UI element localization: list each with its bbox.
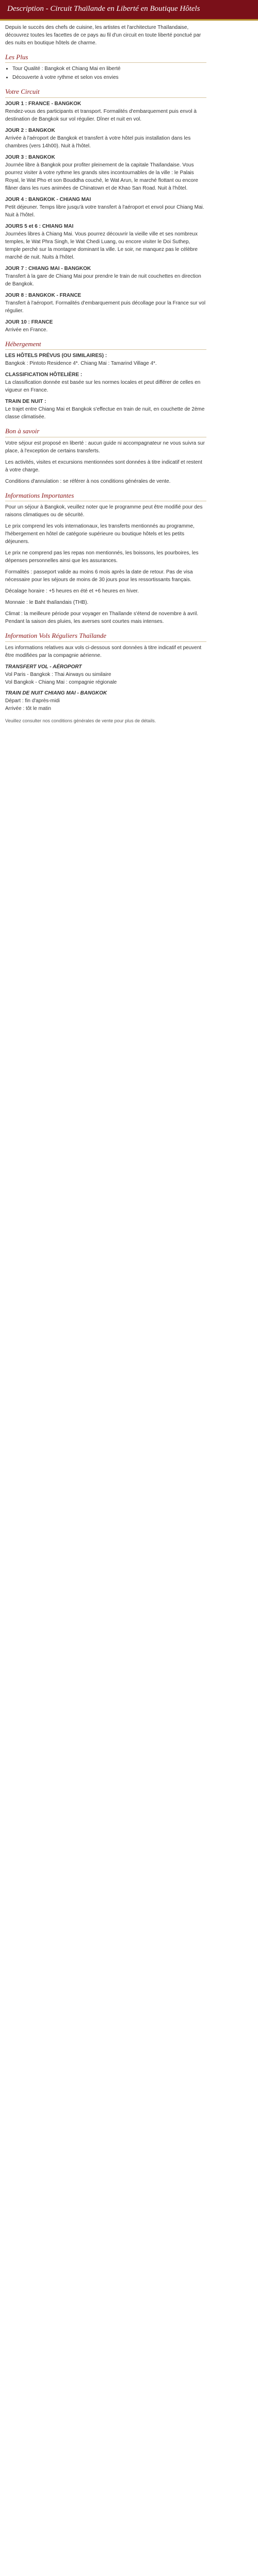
day-text: Arrivée en France. (5, 327, 48, 333)
transport-block (5, 689, 206, 713)
paragraph: Votre séjour est proposé en liberté : aucun guide ni accompagnateur ne vous suivra sur place, à l'exception de certains transferts. (5, 440, 205, 454)
paragraph: Décalage horaire : +5 heures en été et +6 heures en hiver. (5, 588, 139, 595)
day-text: Journée libre à Bangkok pour profiter pleinement de la capitale Thaïlandaise. Vous pourrez visiter à votre rythme les grands sites incontournables de la ville : le Palais Royal, le Wat Pho et son Bouddha couché, le Wat Arun, le marché flottant ou encore flâner dans les rues animées de Chinatown et de Khao San Road. Nuit à l'hôtel. (5, 162, 198, 191)
day-block (5, 127, 206, 150)
day-label: JOUR 2 : BANGKOK (5, 127, 55, 133)
transport-head: TRANSFERT VOL - AÉROPORT (5, 664, 82, 670)
paragraph: Le prix ne comprend pas les repas non mentionnés, les boissons, les pourboires, les dépenses personnelles ainsi que les assurances. (5, 550, 199, 564)
paragraph: Formalités : passeport valide au moins 6 mois après la date de retour. Pas de visa nécessaire pour les séjours de moins de 30 jours pour les ressortissants français. (5, 569, 193, 583)
day-label: JOUR 1 : FRANCE - BANGKOK (5, 100, 82, 107)
section-bon-a-savoir: Bon à savoir (5, 426, 206, 437)
day-text: Petit déjeuner. Temps libre jusqu'à votre transfert à l'aéroport et envol pour Chiang Mai. Nuit à l'hôtel. (5, 204, 204, 218)
page (0, 0, 258, 738)
transport-line: Arrivée : tôt le matin (5, 705, 51, 711)
day-block (5, 196, 206, 219)
page-title: Description - Circuit Thaïlande en Liberté en Boutique Hôtels (7, 5, 200, 13)
paragraph: Pour un séjour à Bangkok, veuillez noter que le programme peut être modifié pour des raisons climatiques ou de sécurité. (5, 504, 203, 518)
paragraph: Les activités, visites et excursions mentionnées sont données à titre indicatif et restent à votre charge. (5, 459, 202, 473)
day-label: JOUR 10 : FRANCE (5, 319, 53, 325)
transport-line: Vol Bangkok - Chiang Mai : compagnie régionale (5, 679, 117, 685)
day-label: JOUR 7 : CHIANG MAI - BANGKOK (5, 265, 91, 272)
hebergement-text: La classification donnée est basée sur les normes locales et peut différer de celles en vigueur en France. (5, 380, 201, 394)
section-vols: Information Vols Réguliers Thaïlande (5, 631, 206, 642)
day-label: JOUR 4 : BANGKOK - CHIANG MAI (5, 196, 91, 202)
intro-text: Depuis le succès des chefs de cuisine, les artistes et l'architecture Thaïlandaise, découvrez toutes les facettes de ce pays au fil d'un circuit en toute liberté ponctué par des nuits en boutique hôtels de charme. (5, 24, 201, 46)
hebergement-item (5, 352, 206, 367)
day-text: Transfert à la gare de Chiang Mai pour prendre le train de nuit couchettes en direction de Bangkok. (5, 273, 201, 287)
day-block (5, 265, 206, 288)
transport-line: Vol Paris - Bangkok : Thai Airways ou similaire (5, 671, 111, 677)
main-content (0, 21, 212, 739)
section-circuit: Votre Circuit (5, 87, 206, 98)
transport-line: Départ : fin d'après-midi (5, 698, 60, 704)
day-text: Journées libres à Chiang Mai. Vous pourrez découvrir la vieille ville et ses nombreux temples, le Wat Phra Singh, le Wat Chedi Luang, ou encore visiter le Doi Suthep, temple perché sur la montagne dominant la ville. Le soir, ne manquez pas le célèbre marché de nuit. Nuits à l'hôtel. (5, 231, 198, 260)
hebergement-text: Le trajet entre Chiang Mai et Bangkok s'effectue en train de nuit, en couchette de 2ème classe climatisée. (5, 406, 205, 420)
day-text: Rendez-vous des participants et transport. Formalités d'embarquement puis envol à destination de Bangkok sur vol régulier. Dîner et nuit en vol. (5, 108, 197, 122)
footnote: Veuillez consulter nos conditions générales de vente pour plus de détails. (5, 718, 156, 723)
hebergement-label: CLASSIFICATION HÔTELIÈRE : (5, 372, 83, 378)
hebergement-text: Bangkok : Pintoto Residence 4*. Chiang Mai : Tamarind Village 4*. (5, 361, 157, 367)
section-hebergement: Hébergement (5, 339, 206, 350)
day-text: Transfert à l'aéroport. Formalités d'embarquement puis décollage pour la France sur vol régulier. (5, 300, 206, 314)
transport-head: TRAIN DE NUIT CHIANG MAI - BANGKOK (5, 690, 107, 696)
day-label: JOURS 5 et 6 : CHIANG MAI (5, 223, 74, 229)
section-les-plus: Les Plus (5, 52, 206, 63)
hebergement-label: LES HÔTELS PRÉVUS (OU SIMILAIRES) : (5, 353, 107, 359)
hebergement-item (5, 371, 206, 394)
plus-list (5, 65, 206, 81)
paragraph: Monnaie : le Baht thaïlandais (THB). (5, 600, 89, 606)
day-block (5, 100, 206, 123)
day-block (5, 154, 206, 192)
itinerary (5, 100, 206, 334)
day-label: JOUR 3 : BANGKOK (5, 154, 55, 160)
day-block (5, 318, 206, 334)
hebergement-item (5, 398, 206, 421)
day-label: JOUR 8 : BANGKOK - FRANCE (5, 292, 82, 298)
transport-block (5, 663, 206, 686)
paragraph: Climat : la meilleure période pour voyager en Thaïlande s'étend de novembre à avril. Pendant la saison des pluies, les averses sont courtes mais intenses. (5, 611, 199, 625)
day-block (5, 292, 206, 315)
header-banner (0, 0, 258, 21)
paragraph: Conditions d'annulation : se référer à nos conditions générales de vente. (5, 478, 171, 484)
section-infos: Informations Importantes (5, 490, 206, 502)
list-item: • Découverte à votre rythme et selon vos envies (12, 74, 206, 81)
list-item: • Tour Qualité : Bangkok et Chiang Mai en liberté (12, 65, 206, 73)
day-text: Arrivée à l'aéroport de Bangkok et transfert à votre hôtel puis installation dans les chambres (vers 14h00). Nuit à l'hôtel. (5, 135, 191, 149)
paragraph: Le prix comprend les vols internationaux, les transferts mentionnés au programme, l'hébergement en hôtel de catégorie supérieure ou boutique hôtels et les petits déjeuners. (5, 523, 195, 545)
paragraph: Les informations relatives aux vols ci-dessous sont données à titre indicatif et peuvent être modifiées par la compagnie aérienne. (5, 645, 202, 658)
hebergement-label: TRAIN DE NUIT : (5, 399, 46, 405)
day-block (5, 223, 206, 261)
